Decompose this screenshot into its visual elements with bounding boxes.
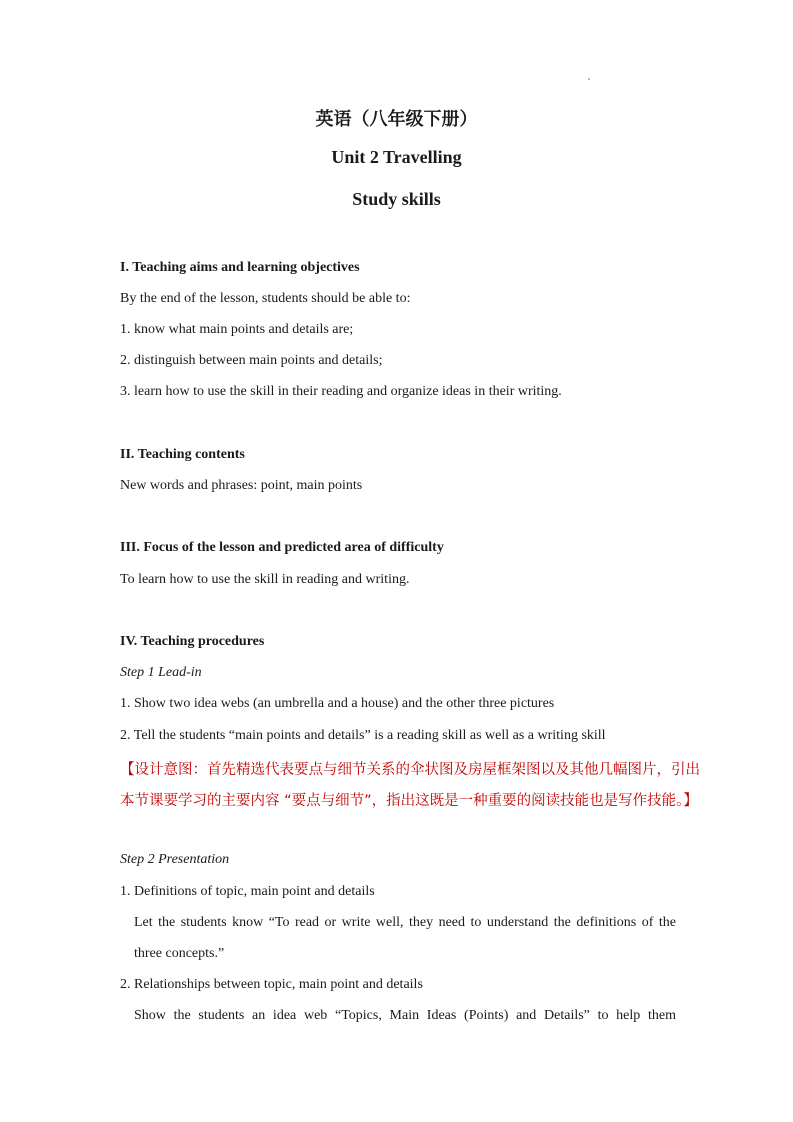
step1-item: 1. Show two idea webs (an umbrella and a house) and the other three pictures xyxy=(120,696,555,711)
focus-text: To learn how to use the skill in reading and writing. xyxy=(120,572,410,587)
focus-heading: III. Focus of the lesson and predicted area of difficulty xyxy=(120,540,444,555)
step2-detail-line: Let the students know “To read or write well, they need to understand the definitions of the xyxy=(134,915,676,930)
design-note-line: 【设计意图：首先精选代表要点与细节关系的伞状图及房屋框架图以及其他几幅图片，引出 xyxy=(120,762,700,778)
contents-heading: II. Teaching contents xyxy=(120,447,245,462)
step2-detail-line: Show the students an idea web “Topics, Main Ideas (Points) and Details” to help them xyxy=(134,1008,676,1023)
scan-speck xyxy=(588,78,590,80)
procedures-heading: IV. Teaching procedures xyxy=(120,634,265,649)
aims-heading: I. Teaching aims and learning objectives xyxy=(120,260,360,275)
unit-title: Unit 2 Travelling xyxy=(331,147,462,167)
step2-title: Step 2 Presentation xyxy=(120,852,230,867)
aims-intro: By the end of the lesson, students should be able to: xyxy=(120,291,411,306)
subject-title: 英语（八年级下册） xyxy=(315,109,478,130)
contents-text: New words and phrases: point, main points xyxy=(120,478,363,493)
design-note-line: 本节课要学习的主要内容 “要点与细节”，指出这既是一种重要的阅读技能也是写作技能。】 xyxy=(120,793,698,809)
aims-item: 2. distinguish between main points and details; xyxy=(120,353,383,368)
step2-item: 1. Definitions of topic, main point and details xyxy=(120,884,375,899)
step1-item: 2. Tell the students “main points and details” is a reading skill as well as a writing skill xyxy=(120,728,606,743)
section-title: Study skills xyxy=(352,189,441,209)
step2-detail-line: three concepts.” xyxy=(134,946,225,961)
step2-item: 2. Relationships between topic, main point and details xyxy=(120,977,423,992)
aims-item: 1. know what main points and details are; xyxy=(120,322,354,337)
step1-title: Step 1 Lead-in xyxy=(120,665,202,680)
aims-item: 3. learn how to use the skill in their reading and organize ideas in their writing. xyxy=(120,384,562,399)
